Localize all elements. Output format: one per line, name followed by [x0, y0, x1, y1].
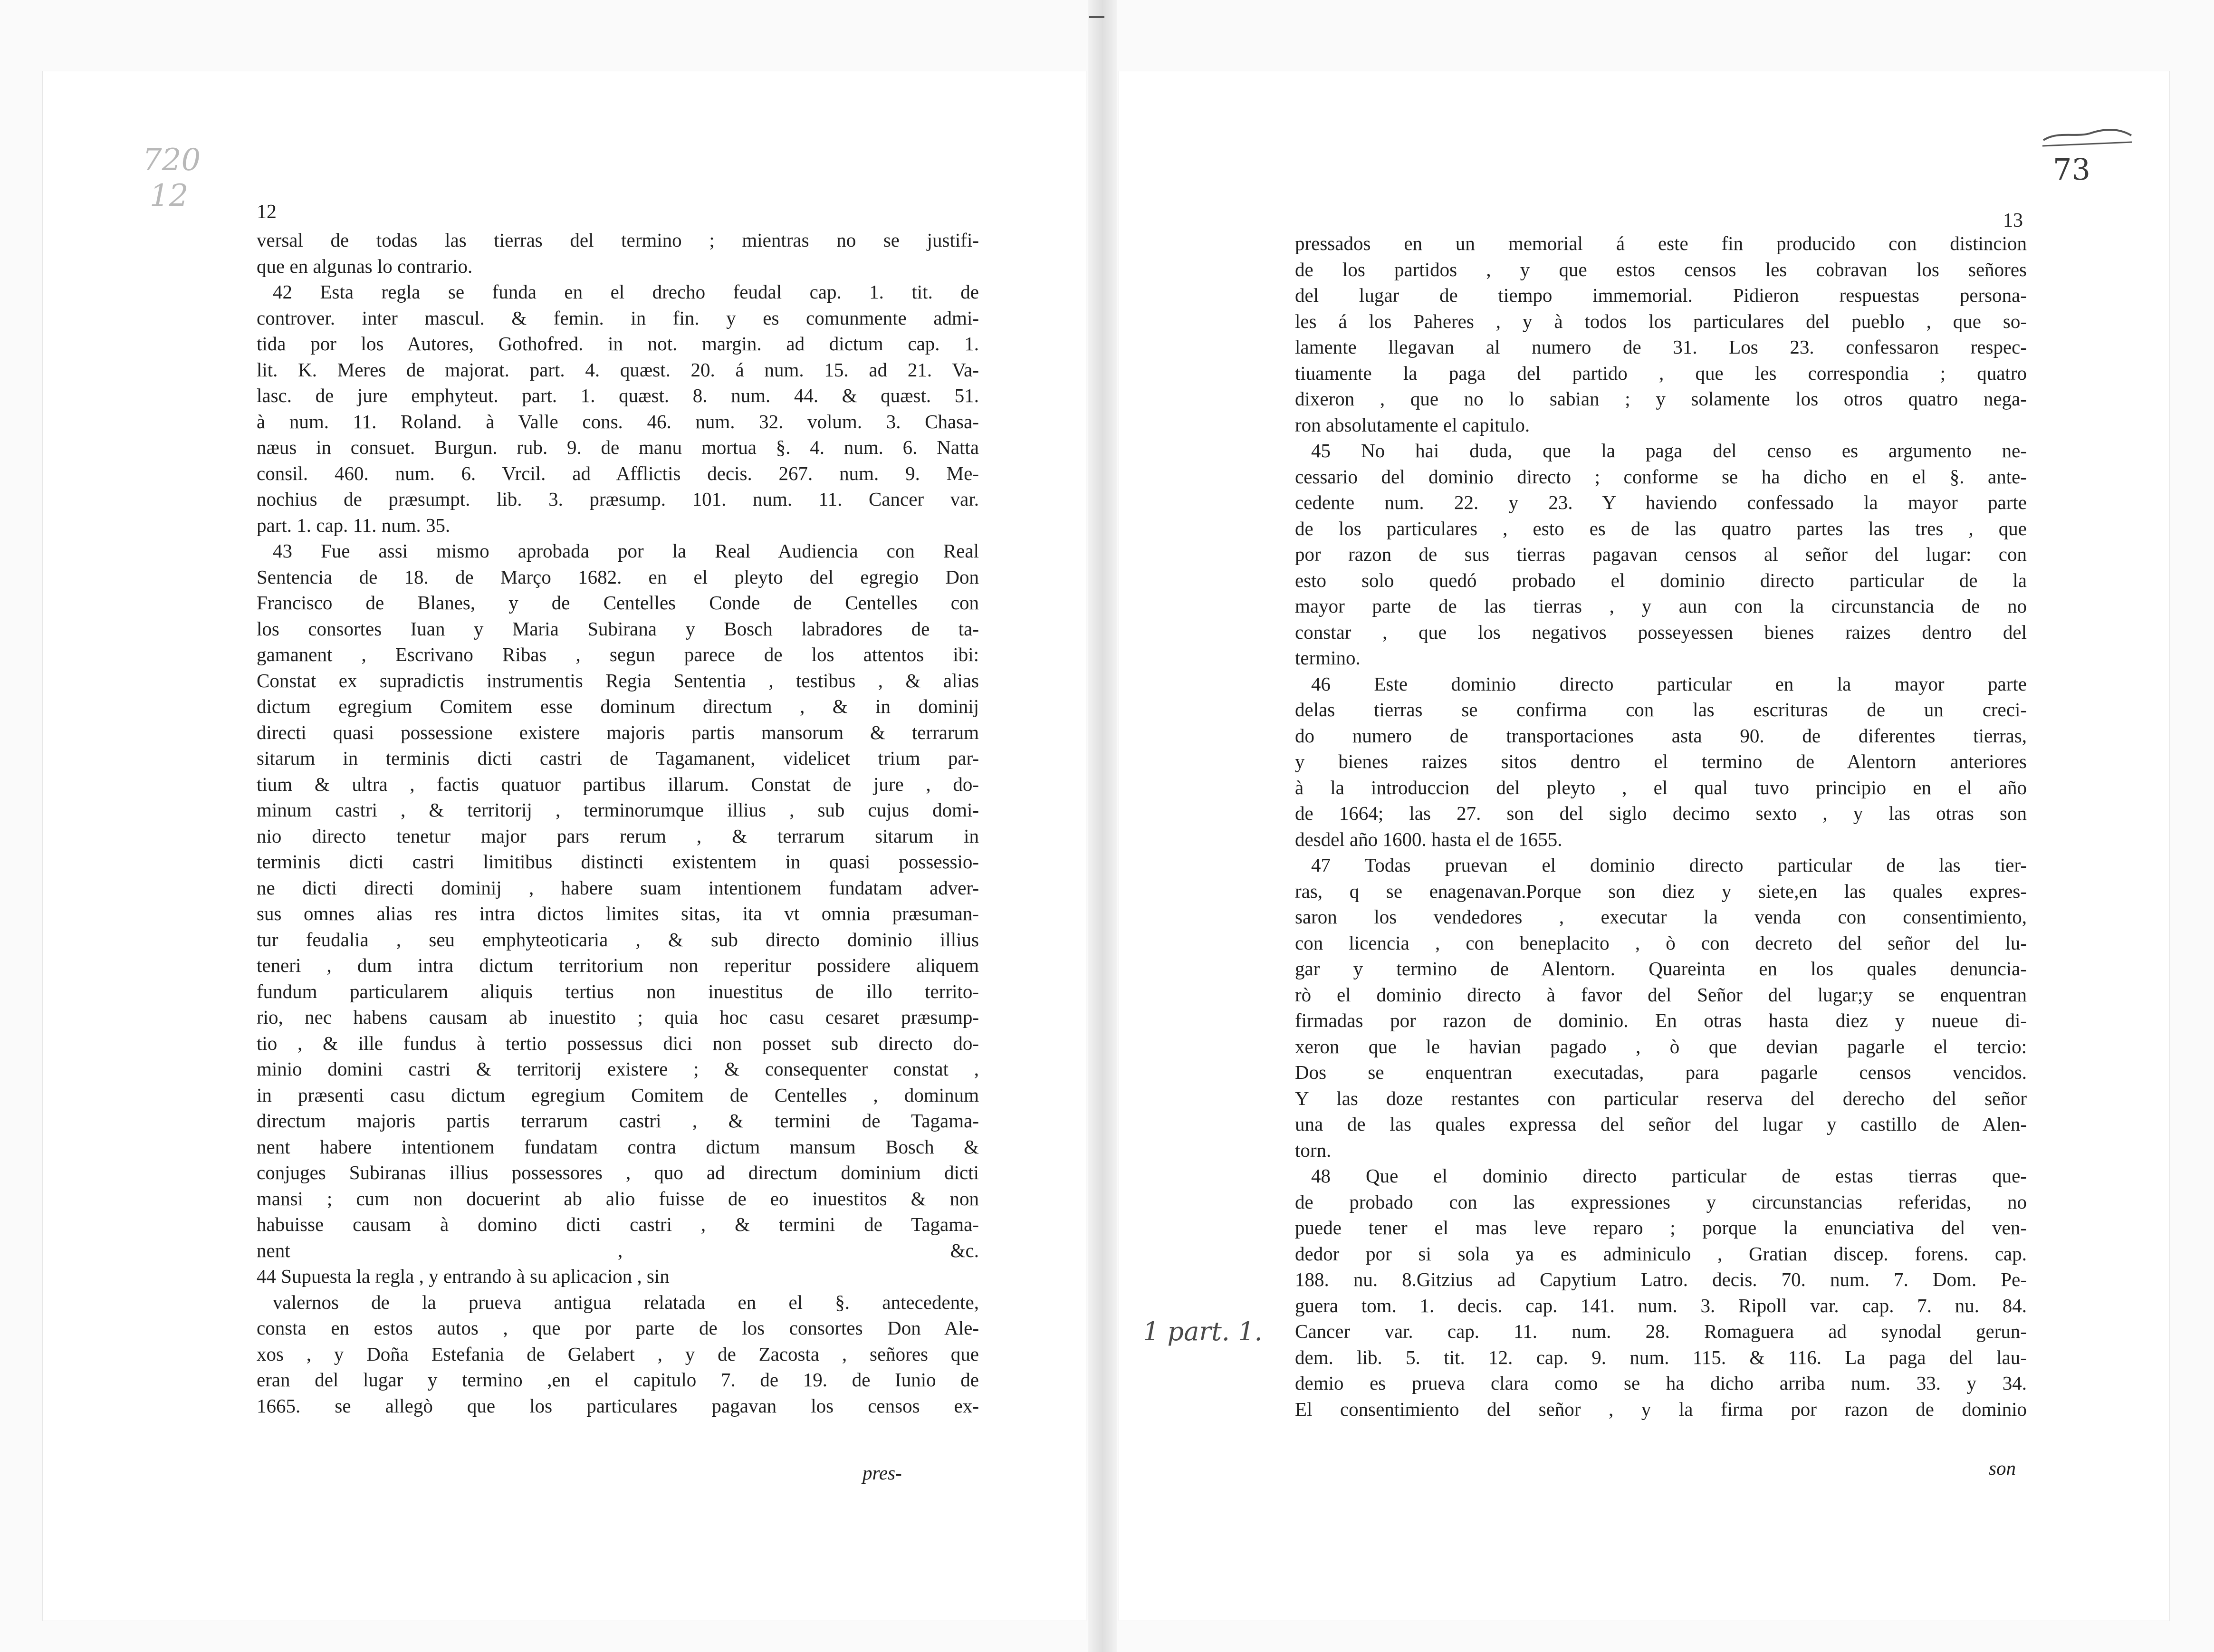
text-line: ron absolutamente el capitulo. — [1295, 413, 1530, 436]
text-line: teneri , dum intra dictum territorium non reperitur possidere aliquem — [257, 954, 979, 976]
text-line: à num. 11. Roland. à Valle cons. 46. num. 32. volum. 3. Chasa- — [257, 410, 979, 432]
text-line: lit. K. Meres de majorat. part. 4. quæst. 20. á num. 15. ad 21. Va- — [257, 358, 979, 381]
folio-number: 73 — [2053, 152, 2090, 187]
text-line: lasc. de jure emphyteut. part. 1. quæst. 8. num. 44. & quæst. 51. — [257, 384, 979, 406]
text-line: 188. nu. 8.Gitzius ad Capytium Latro. decis. 70. num. 7. Dom. Pe- — [1295, 1268, 2027, 1290]
text-line: firmadas por razon de dominio. En otras hasta diez y nueue di- — [1295, 1009, 2027, 1031]
text-line: guera tom. 1. decis. cap. 141. num. 3. Ripoll var. cap. 7. nu. 84. — [1295, 1294, 2027, 1316]
text-line: xos , y Doña Estefania de Gelabert , y de Zacosta , señores que — [257, 1343, 979, 1365]
text-line: Cancer var. cap. 11. num. 28. Romaguera ad synodal gerun- — [1295, 1320, 2027, 1342]
text-line: tur feudalia , seu emphyteoticaria , & sub directo dominio illius — [257, 928, 979, 951]
text-line: tio , & ille fundus à tertio possessus dici non posset sub directo do- — [257, 1032, 979, 1054]
text-line: tium & ultra , factis quatuor partibus illarum. Constat de jure , do- — [257, 773, 979, 795]
text-line: rio, nec habens causam ab inuestito ; quia hoc casu cesaret præsump- — [257, 1006, 979, 1028]
pencil-mark: 720 — [143, 143, 201, 178]
text-line: 48 Que el dominio directo particular de estas tierras que- — [1311, 1165, 2027, 1187]
text-line: de 1664; las 27. son del siglo decimo sexto , y las otras son — [1295, 802, 2027, 824]
text-line: 44 Supuesta la regla , y entrando à su aplicacion , sin — [257, 1265, 670, 1287]
text-line: directi quasi possessione existere majoris partis mansorum & terrarum — [257, 721, 979, 743]
text-line: cedente num. 22. y 23. Y haviendo confessado la mayor parte — [1295, 491, 2027, 513]
text-line: lamente llegavan al numero de 31. Los 23. confessaron respec- — [1295, 336, 2027, 358]
text-line: rò el dominio directo à favor del Señor del lugar;y se enquentran — [1295, 983, 2027, 1006]
text-line: part. 1. cap. 11. num. 35. — [257, 514, 450, 536]
text-line: næus in consuet. Burgun. rub. 9. de manu mortua §. 4. num. 6. Natta — [257, 436, 979, 458]
text-line: fundum particularem aliquis tertius non inuestitus de illo territo- — [257, 980, 979, 1002]
text-line: consil. 460. num. 6. Vrcil. ad Afflictis decis. 267. num. 9. Me- — [257, 462, 979, 484]
text-line: torn. — [1295, 1139, 1332, 1161]
text-line: cessario del dominio directo ; conforme se ha dicho en el §. ante- — [1295, 465, 2027, 488]
text-line: directum majoris partis terrarum castri , & termini de Tagama- — [257, 1110, 979, 1132]
text-line: 46 Este dominio directo particular en la mayor parte — [1311, 672, 2027, 695]
catchword: pres- — [863, 1462, 902, 1484]
text-line: 1665. se allegò que los particulares pagavan los censos ex- — [257, 1394, 979, 1417]
text-line: in præsenti casu dictum egregium Comitem de Centelles , dominum — [257, 1084, 979, 1106]
text-line: nent habere intentionem fundatam contra dictum mansum Bosch & — [257, 1135, 979, 1158]
text-line: dixeron , que no lo sabian ; y solamente los otros quatro nega- — [1295, 388, 2027, 410]
text-line: los consortes Iuan y Maria Subirana y Bosch labradores de ta- — [257, 617, 979, 640]
left-page — [43, 71, 1086, 1621]
text-line: versal de todas las tierras del termino ; mientras no se justifi- — [257, 229, 979, 251]
text-line: consta en estos autos , que por parte de los consortes Don Ale- — [257, 1317, 979, 1339]
text-line: 45 No hai duda, que la paga del censo es argumento ne- — [1311, 440, 2027, 461]
text-line: de los particulares , esto es de las quatro partes las tres , que — [1295, 517, 2027, 539]
text-line: Francisco de Blanes, y de Centelles Conde de Centelles con — [257, 592, 979, 614]
text-line: habuisse causam à domino dicti castri , & termini de Tagama- — [257, 1213, 979, 1235]
text-line: con licencia , con beneplacito , ò con decreto del señor del lu- — [1295, 932, 2027, 954]
text-line: termino. — [1295, 647, 1361, 669]
text-line: controver. inter mascul. & femin. in fin. y es comunmente admi- — [257, 307, 979, 329]
text-line: dictum egregium Comitem esse dominum directum , & in dominij — [257, 695, 979, 717]
text-line: El consentimiento del señor , y la firma por razon de dominio — [1295, 1398, 2027, 1420]
text-line: les á los Paheres , y à todos los particulares del pueblo , que so- — [1295, 310, 2027, 332]
text-line: Dos se enquentran executadas, para pagarle censos vencidos. — [1295, 1061, 2027, 1083]
text-line: demio es prueva clara como se ha dicho arriba num. 33. y 34. — [1295, 1372, 2027, 1394]
text-line: conjuges Subiranas illius possessores , quo ad directum dominium dicti — [257, 1162, 979, 1183]
text-line: gar y termino de Alentorn. Quareinta en los quales denuncia- — [1295, 958, 2027, 980]
text-line: 43 Fue assi mismo aprobada por la Real Audiencia con Real — [273, 540, 979, 562]
text-line: gamanent , Escrivano Ribas , segun parece de los attentos ibi: — [257, 644, 979, 665]
text-line: Constat ex supradictis instrumentis Regia Sententia , testibus , & alias — [257, 669, 979, 692]
text-line: mansi ; cum non docuerint ab alio fuisse de eo inuestitos & non — [257, 1187, 979, 1210]
text-line: dedor por si sola ya es adminiculo , Gratian discep. forens. cap. — [1295, 1242, 2027, 1265]
text-line: ne dicti directi dominij , habere suam intentionem fundatam adver- — [257, 876, 979, 899]
text-line: saron los vendedores , executar la venda con consentimiento, — [1295, 906, 2027, 928]
text-line: 47 Todas pruevan el dominio directo particular de las tier- — [1311, 854, 2027, 876]
right-page-text — [1295, 231, 2027, 1422]
text-line: ras, q se enagenavan.Porque son diez y siete,en las quales expres- — [1295, 880, 2027, 902]
book-gutter — [1088, 0, 1117, 1652]
text-line: del lugar de tiempo immemorial. Pidieron respuestas persona- — [1295, 284, 2027, 306]
text-line: nio directo tenetur major pars rerum , & terrarum sitarum in — [257, 825, 979, 847]
text-line: sus omnes alias res intra dictos limites sitas, ita vt omnia præsuman- — [257, 903, 979, 924]
text-line: à la introduccion del pleyto , el qual tuvo principio en el año — [1295, 776, 2027, 798]
right-page — [1119, 71, 2169, 1621]
text-line: y bienes raizes sitos dentro el termino de Alentorn anteriores — [1295, 750, 2027, 772]
text-line: minio domini castri & territorij existere ; & consequenter constat , — [257, 1058, 979, 1080]
left-page-text — [257, 227, 979, 1419]
text-line: de probado con las expressiones y circunstancias referidas, no — [1295, 1191, 2027, 1213]
text-line: sitarum in terminis dicti castri de Tagamanent, videlicet trium par- — [257, 747, 979, 769]
text-line: 42 Esta regla se funda en el drecho feudal cap. 1. tit. de — [273, 281, 979, 303]
text-line: nochius de præsumpt. lib. 3. præsump. 101. num. 11. Cancer var. — [257, 488, 979, 510]
text-line: que en algunas lo contrario. — [257, 255, 473, 277]
text-line: desdel año 1600. hasta el de 1655. — [1295, 828, 1562, 850]
text-line: eran del lugar y termino ,en el capitulo 7. de 19. de Iunio de — [257, 1369, 979, 1391]
text-line: por razon de sus tierras pagavan censos al señor del lugar: con — [1295, 543, 2027, 565]
text-line: valernos de la prueva antigua relatada en el §. antecedente, — [273, 1291, 979, 1313]
text-line: esto solo quedó probado el dominio directo particular de la — [1295, 569, 2027, 591]
text-line: Sentencia de 18. de Março 1682. en el pleyto del egregio Don — [257, 566, 979, 588]
text-line: constar , que los negativos posseyessen bienes raizes dentro del — [1295, 621, 2027, 643]
catchword: son — [1989, 1457, 2016, 1479]
text-line: delas tierras se confirma con las escrituras de un creci- — [1295, 699, 2027, 720]
page-number: 13 — [2003, 210, 2023, 231]
text-line: de los partidos , y que estos censos les cobravan los señores — [1295, 258, 2027, 280]
text-line: terminis dicti castri limitibus distincti existentem in quasi possessio- — [257, 851, 979, 873]
text-line: tiuamente la paga del partido , que les correspondia ; quatro — [1295, 362, 2027, 384]
text-line: una de las quales expressa del señor del lugar y castillo de Alen- — [1295, 1113, 2027, 1135]
scan-mark — [1089, 16, 1104, 18]
text-line: minum castri , & territorij , terminorumque illius , sub cujus domi- — [257, 799, 979, 821]
pencil-mark: 12 — [150, 178, 189, 213]
margin-annotation: 1 part. 1. — [1143, 1316, 1263, 1346]
text-line: mayor parte de las tierras , y aun con la circunstancia de no — [1295, 595, 2027, 617]
page-number: 12 — [257, 201, 277, 223]
text-line: Y las doze restantes con particular reserva del derecho del señor — [1295, 1087, 2027, 1109]
crossed-out-folio-number — [2039, 121, 2134, 154]
text-line: dem. lib. 5. tit. 12. cap. 9. num. 115. & 116. La paga del lau- — [1295, 1346, 2027, 1368]
text-line: puede tener el mas leve reparo ; porque la enunciativa del ven- — [1295, 1217, 2027, 1239]
text-line: do numero de transportaciones asta 90. de diferentes tierras, — [1295, 724, 2027, 747]
text-line: xeron que le havian pagado , ò que devian pagarle el tercio: — [1295, 1035, 2027, 1057]
text-line: nent , &c. — [257, 1239, 979, 1261]
text-line: pressados en un memorial á este fin producido con distincion — [1295, 232, 2027, 254]
text-line: tida por los Autores, Gothofred. in not. margin. ad dictum cap. 1. — [257, 333, 979, 355]
